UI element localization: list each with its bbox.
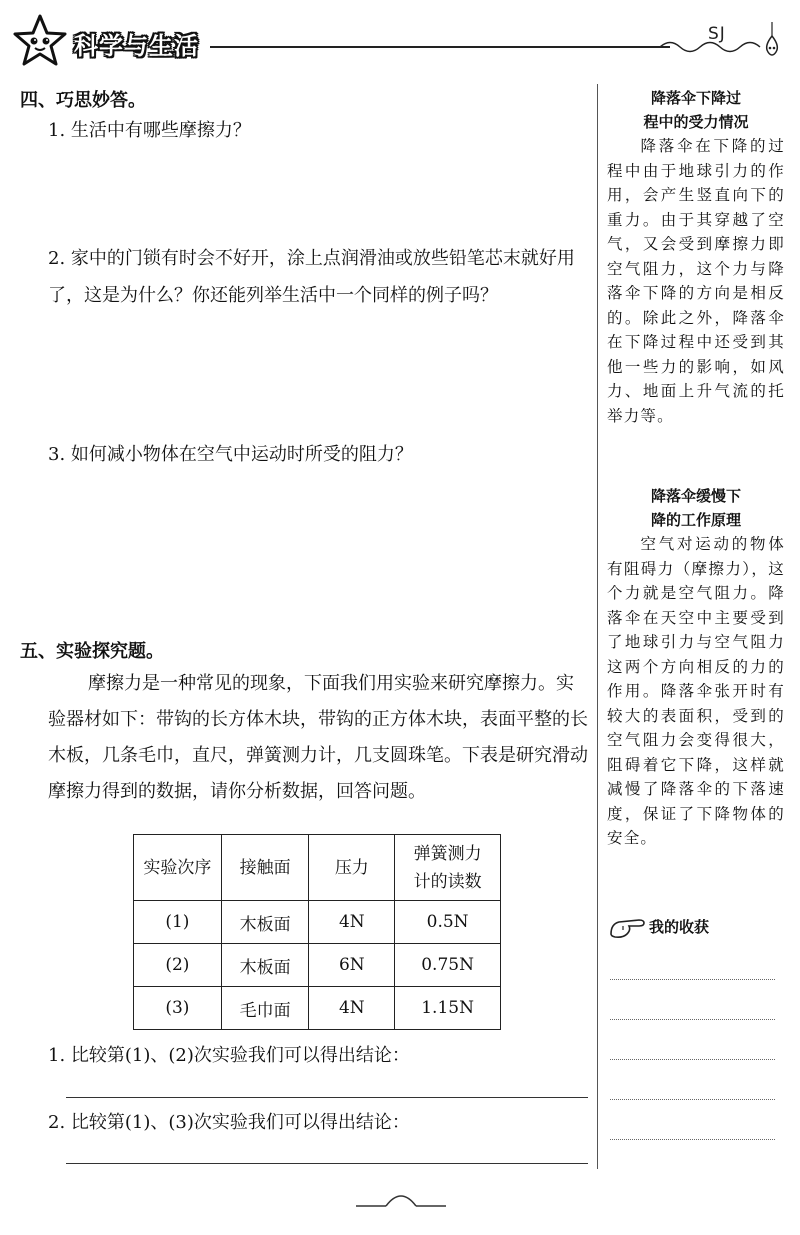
- notes-line[interactable]: [610, 979, 775, 980]
- table-cell: 0.75N: [395, 944, 501, 987]
- sidebar-box-body: [607, 134, 785, 428]
- sidebar-box-title: 程中的受力情况: [643, 113, 749, 131]
- section-4-title: 四、巧思妙答。: [20, 90, 146, 111]
- series-code: SJ: [708, 24, 726, 44]
- section-4-question-1: 1. 生活中有哪些摩擦力？: [48, 120, 251, 141]
- table-cell: (3): [134, 987, 222, 1030]
- section-5-question-1: 1. 比较第(1)、(2)次实验我们可以得出结论：: [48, 1045, 410, 1066]
- sidebar-box-body-text: 降落伞在下降的过程中由于地球引力的作用，会产生竖直向下的重力。由于其穿越了空气，又会受到摩擦力即空气阻力，这个力与降落伞下降的方向是相反的。除此之外，降落伞在下降过程中还受到其他一些力的影响，如风力、地面上升气流的托举力等。: [607, 137, 785, 425]
- table-cell: 4N: [309, 987, 395, 1030]
- table-header-cell: 接触面: [221, 835, 309, 901]
- section-5-question-2: 2. 比较第(1)、(3)次实验我们可以得出结论：: [48, 1112, 410, 1133]
- section-5-intro-text: 摩擦力是一种常见的现象，下面我们用实验来研究摩擦力。实验器材如下：带钩的长方体木块，带钩的正方体木块，表面平整的长木板，几条毛巾，直尺，弹簧测力计，几支圆珠笔。下表是研究滑动摩擦力得到的数据，请你分析数据，回答问题。: [48, 673, 588, 802]
- table-header-cell: 弹簧测力计的读数: [395, 835, 501, 901]
- answer-line[interactable]: [66, 1163, 588, 1164]
- column-divider: [597, 84, 598, 1169]
- hanging-drop-icon: [760, 22, 784, 62]
- notes-line[interactable]: [610, 1019, 775, 1020]
- section-4-question-2: 2. 家中的门锁有时会不好开，涂上点润滑油或放些铅笔芯末就好用了，这是为什么？你还能列举生活中一个同样的例子吗？: [48, 248, 575, 306]
- sidebar-box-title: 降落伞缓慢下: [650, 487, 741, 505]
- sidebar-box-title: 降的工作原理: [650, 511, 741, 529]
- table-header-cell: 压力: [309, 835, 395, 901]
- table-header-cell: 实验次序: [134, 835, 222, 901]
- page-number-ornament-icon: [356, 1190, 446, 1214]
- sidebar-box-body-text: 空气对运动的物体有阻碍力（摩擦力），这个力就是空气阻力。降落伞在天空中主要受到了地球引力与空气阻力这两个方向相反的力的作用。降落伞张开时有较大的表面积，受到的空气阻力会变得很大，阻碍着它下降，这样就减慢了降落伞的下落速度，保证了下降物体的安全。: [607, 535, 785, 847]
- notes-line[interactable]: [610, 1059, 775, 1060]
- friction-data-table: [133, 834, 501, 1030]
- table-cell: 木板面: [221, 901, 309, 944]
- my-harvest-header: [609, 912, 789, 942]
- section-4-question-3: 3. 如何减小物体在空气中运动时所受的阻力？: [48, 444, 413, 465]
- table-row: [134, 987, 501, 1030]
- pointing-hand-icon: [609, 914, 647, 940]
- brand-title: 科学与生活: [74, 32, 199, 60]
- section-5-title: 五、实验探究题。: [20, 641, 164, 662]
- page-header: [0, 0, 800, 80]
- answer-line[interactable]: [66, 1097, 588, 1098]
- table-cell: 4N: [309, 901, 395, 944]
- section-5-intro: [48, 666, 588, 810]
- table-cell: 0.5N: [395, 901, 501, 944]
- table-header-row: [134, 835, 501, 901]
- sidebar-box-principle: [607, 484, 785, 851]
- sidebar-box-forces: [607, 86, 785, 428]
- header-rule: [210, 46, 670, 48]
- table-cell: (2): [134, 944, 222, 987]
- table-row: [134, 944, 501, 987]
- notes-line[interactable]: [610, 1099, 775, 1100]
- sidebar-box-body: [607, 532, 785, 851]
- sidebar-box-title: 降落伞下降过: [650, 89, 741, 107]
- table-row: [134, 901, 501, 944]
- table-cell: 毛巾面: [221, 987, 309, 1030]
- table-cell: 6N: [309, 944, 395, 987]
- my-harvest-label: 我的收获: [649, 918, 710, 936]
- table-cell: (1): [134, 901, 222, 944]
- table-cell: 1.15N: [395, 987, 501, 1030]
- mascot-star-icon: [12, 14, 68, 70]
- table-cell: 木板面: [221, 944, 309, 987]
- notes-line[interactable]: [610, 1139, 775, 1140]
